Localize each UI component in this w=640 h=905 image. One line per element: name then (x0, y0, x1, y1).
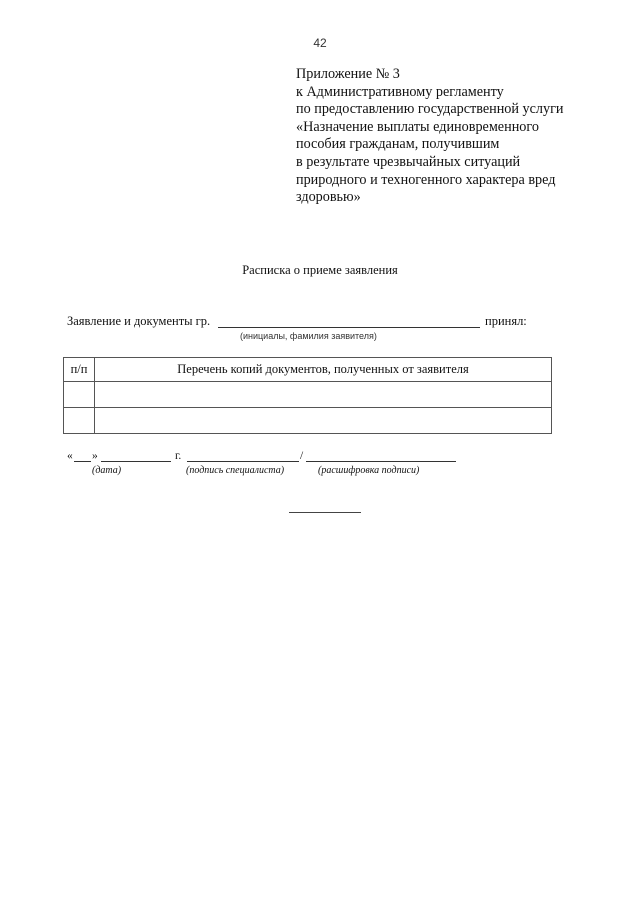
document-title: Расписка о приеме заявления (242, 263, 398, 277)
decoding-hint: (расшифровка подписи) (318, 465, 420, 476)
table-cell (64, 408, 95, 434)
table-cell (95, 382, 552, 408)
specialist-signature-hint: (подпись специалиста) (186, 465, 285, 476)
column-header-number: п/п (64, 358, 95, 382)
date-hint: (дата) (92, 465, 122, 476)
column-header-documents: Перечень копий документов, полученных от заявителя (95, 358, 552, 382)
quote-open: « (67, 450, 73, 462)
page-number: 42 (313, 36, 327, 50)
table-cell (95, 408, 552, 434)
appendix-line: здоровью» (296, 189, 361, 206)
appendix-line: «Назначение выплаты единовременного (296, 118, 539, 135)
appendix-header (296, 66, 626, 207)
table-row (64, 408, 552, 434)
quote-close: » (92, 450, 98, 462)
table-header-row (64, 358, 552, 382)
table-row (64, 382, 552, 408)
table-cell (64, 382, 95, 408)
appendix-line: к Административному регламенту (296, 83, 504, 100)
accepted-label: принял: (485, 314, 527, 328)
appendix-line: по предоставлению государственной услуги (296, 101, 564, 118)
year-suffix: г. (175, 450, 182, 462)
appendix-line: Приложение № 3 (296, 66, 400, 82)
applicant-hint: (инициалы, фамилия заявителя) (240, 331, 377, 341)
appendix-line: в результате чрезвычайных ситуаций (296, 153, 521, 170)
end-divider (289, 512, 361, 513)
documents-table (63, 357, 552, 434)
applicant-label: Заявление и документы гр. (67, 314, 211, 328)
appendix-line: природного и техногенного характера вред (296, 171, 556, 188)
applicant-name-blank (218, 327, 480, 328)
appendix-line: пособия гражданам, получившим (296, 136, 500, 153)
slash: / (300, 450, 304, 462)
